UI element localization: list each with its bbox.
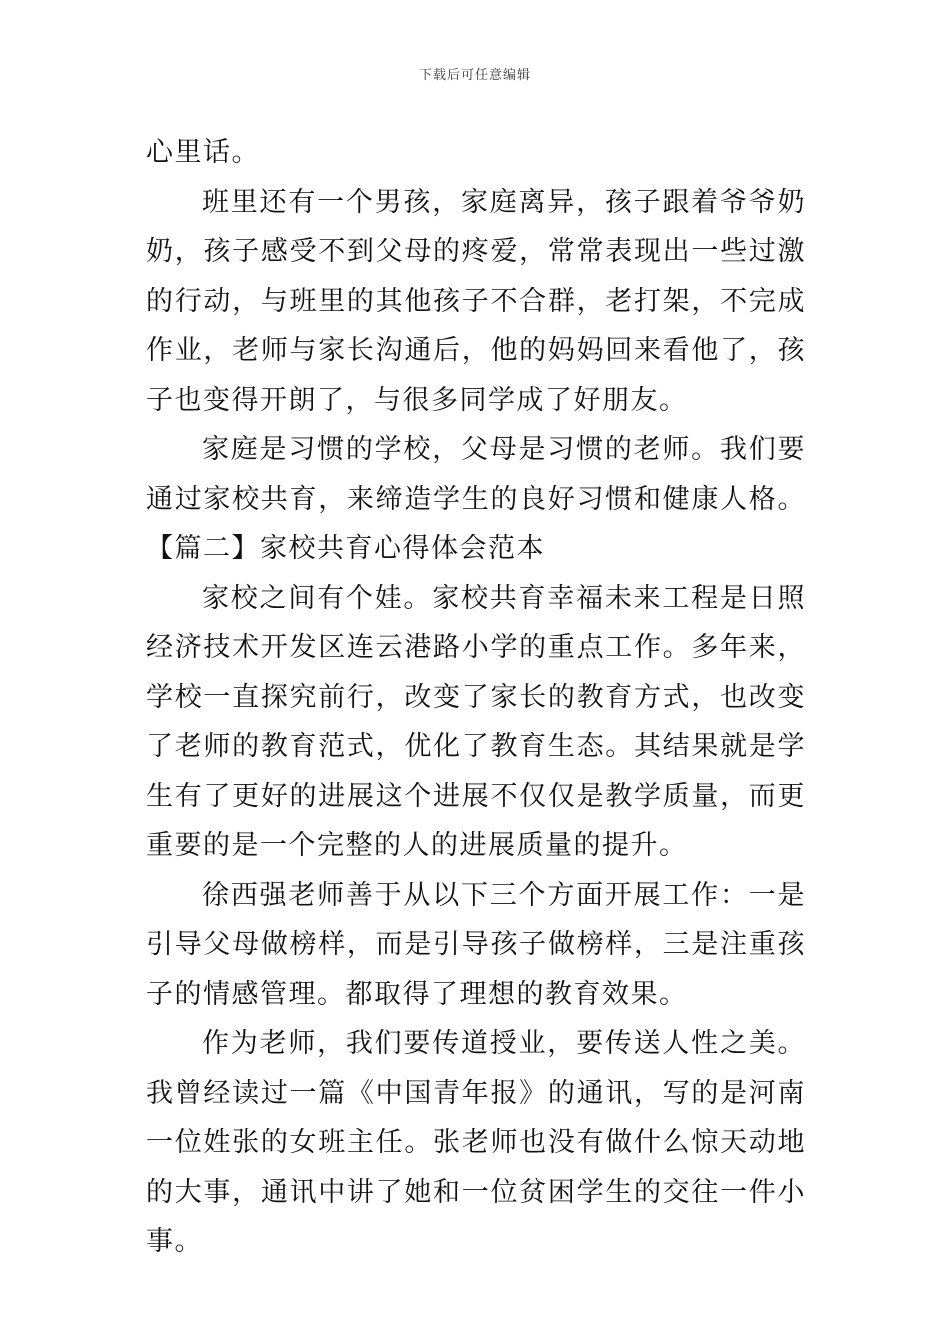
page-header-note: 下载后可任意编辑 [418, 68, 531, 83]
paragraph-2: 班里还有一个男孩，家庭离异，孩子跟着爷爷奶奶，孩子感受不到父母的疼爱，常常表现出一些过激的行动，与班里的其他孩子不合群，老打架，不完成作业，老师与家长沟通后，他的妈妈回来看他了，孩子也变得开朗了，与很多同学成了好朋友。 [146, 186, 806, 416]
document-body [146, 128, 806, 1267]
paragraph-4: 家校之间有个娃。家校共育幸福未来工程是日照经济技术开发区连云港路小学的重点工作。多年来，学校一直探究前行，改变了家长的教育方式，也改变了老师的教育范式，优化了教育生态。其结果就是学生有了更好的进展这个进展不仅仅是教学质量，而更重要的是一个完整的人的进展质量的提升。 [146, 582, 806, 861]
paragraph-5: 徐西强老师善于从以下三个方面开展工作：一是引导父母做榜样，而是引导孩子做榜样，三是注重孩子的情感管理。都取得了理想的教育效果。 [146, 879, 806, 1010]
paragraph-3: 家庭是习惯的学校，父母是习惯的老师。我们要通过家校共育，来缔造学生的良好习惯和健康人格。【篇二】家校共育心得体会范本 [146, 434, 806, 564]
paragraph-6: 作为老师，我们要传道授业，要传送人性之美。我曾经读过一篇《中国青年报》的通讯，写的是河南一位姓张的女班主任。张老师也没有做什么惊天动地的大事，通讯中讲了她和一位贫困学生的交往一件小事。 [146, 1028, 806, 1257]
paragraph-1: 心里话。 [146, 137, 260, 168]
